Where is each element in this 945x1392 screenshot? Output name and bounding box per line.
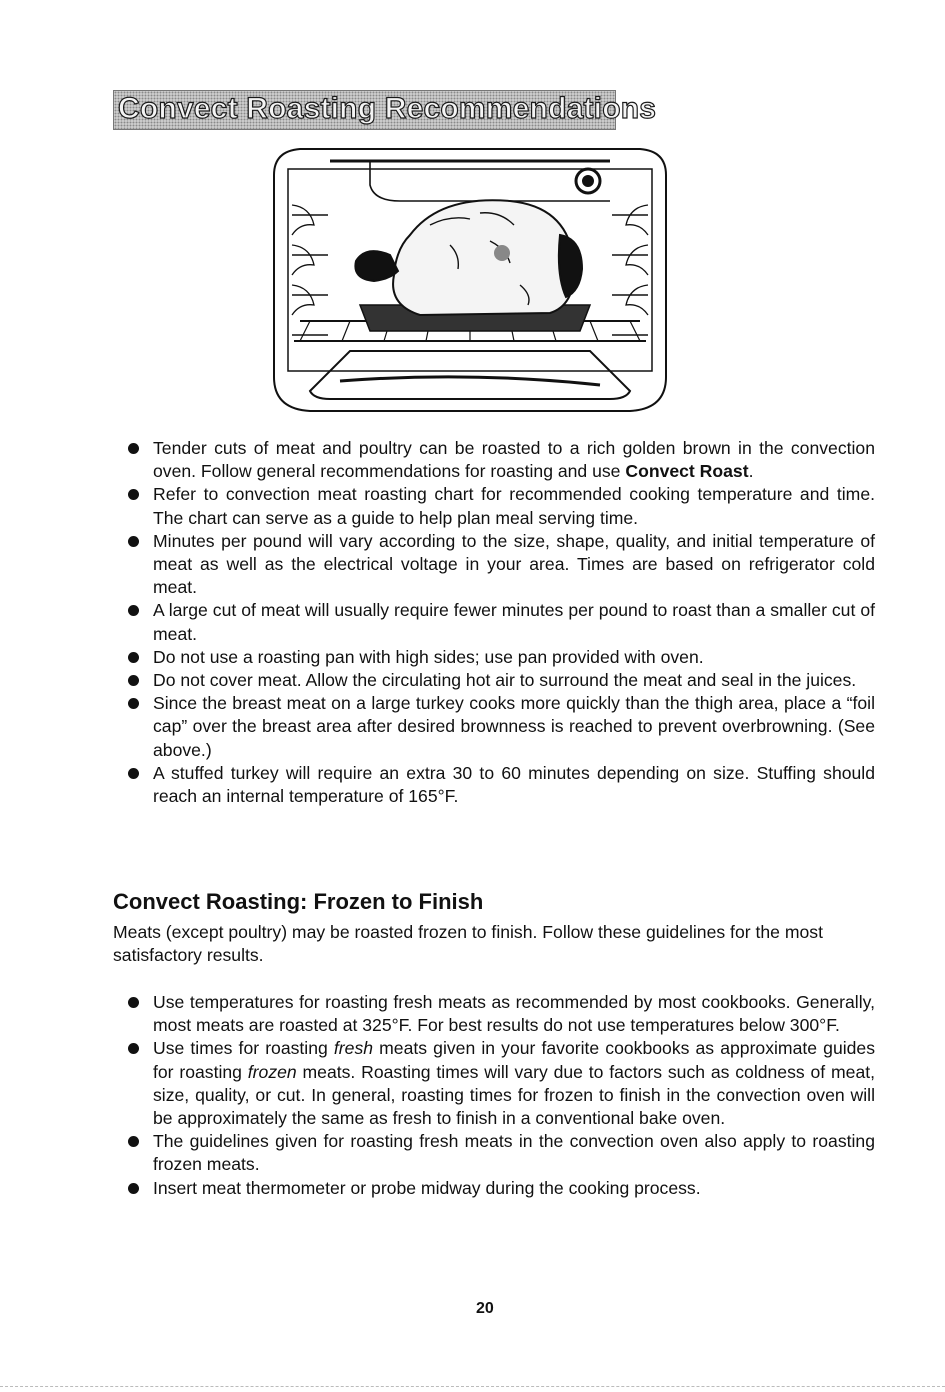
bullet-icon	[128, 997, 139, 1008]
oven-with-roast-illustration	[270, 145, 670, 415]
list-item	[0, 1177, 875, 1200]
bullet-icon	[128, 605, 139, 616]
frozen-roasting-list	[0, 991, 875, 1200]
bullet-icon	[128, 1183, 139, 1194]
bullet-icon	[128, 489, 139, 500]
roasting-tips-list	[0, 437, 875, 808]
list-item	[0, 437, 875, 483]
list-item	[0, 762, 875, 808]
list-item	[0, 1037, 875, 1130]
bullet-icon	[128, 443, 139, 454]
list-item	[0, 669, 875, 692]
list-item-italic-text: frozen	[247, 1061, 297, 1082]
bottom-divider	[0, 1386, 945, 1387]
list-item	[0, 692, 875, 762]
bullet-icon	[128, 768, 139, 779]
list-item-italic-text: fresh	[333, 1038, 374, 1059]
list-item-text: Insert meat thermometer or probe midway during the cooking process.	[153, 1177, 701, 1198]
list-item	[0, 1130, 875, 1176]
page-title: Convect Roasting Recommendations	[118, 92, 657, 125]
bullet-icon	[128, 1136, 139, 1147]
bullet-icon	[128, 536, 139, 547]
list-item	[0, 646, 875, 669]
list-item-text: meats. Roasting times will vary due to factors such as coldness of meat, size, quality, or cut. In general, roasting times for frozen to finish in the convection oven will be approximately the same as fresh to finish in a conventional bake oven.	[153, 1061, 876, 1129]
list-item-text: Use times for roasting	[153, 1038, 334, 1059]
bullet-icon	[128, 652, 139, 663]
list-item-text: Tender cuts of meat and poultry can be roasted to a rich golden brown in the convection oven. Follow general recommendations for roasting and use	[153, 438, 875, 482]
list-item-text: A stuffed turkey will require an extra 30 to 60 minutes depending on size. Stuffing should reach an internal temperature of 165°F.	[153, 762, 875, 807]
page-title-banner	[113, 90, 657, 130]
list-item-text: A large cut of meat will usually require fewer minutes per pound to roast than a smaller cut of meat.	[153, 600, 875, 644]
list-item-text: Do not use a roasting pan with high sides; use pan provided with oven.	[153, 646, 704, 667]
list-item-text: Minutes per pound will vary according to the size, shape, quality, and initial temperature of meat as well as the electrical voltage in your area. Times are based on refrigerator cold meat.	[153, 530, 875, 598]
bullet-icon	[128, 1043, 139, 1054]
section-intro: Meats (except poultry) may be roasted frozen to finish. Follow these guidelines for the most satisfactory results.	[113, 922, 823, 966]
bullet-icon	[128, 675, 139, 686]
list-item-text: Do not cover meat. Allow the circulating hot air to surround the meat and seal in the juices.	[153, 670, 857, 691]
list-item-bold-text: Convect Roast	[625, 461, 749, 482]
list-item-text: The guidelines given for roasting fresh meats in the convection oven also apply to roasting frozen meats.	[153, 1131, 875, 1175]
list-item	[0, 991, 875, 1037]
list-item	[0, 599, 875, 645]
list-item-text: Use temperatures for roasting fresh meats as recommended by most cookbooks. Generally, most meats are roasted at 325°F. For best results do not use temperatures below 300°F.	[153, 992, 875, 1036]
page-number: 20	[476, 1300, 494, 1317]
list-item-text: Since the breast meat on a large turkey cooks more quickly than the thigh area, place a “foil cap” over the breast area after desired brownness is reached to prevent overbrowning. (See above.)	[153, 693, 875, 760]
bullet-icon	[128, 698, 139, 709]
list-item-text: .	[748, 461, 754, 482]
list-item	[0, 483, 875, 529]
list-item	[0, 530, 875, 600]
section-heading: Convect Roasting: Frozen to Finish	[113, 889, 484, 914]
list-item-text: meats given in your favorite cookbooks as approximate guides for roasting	[153, 1038, 875, 1082]
list-item-text: Refer to convection meat roasting chart for recommended cooking temperature and time. The chart can serve as a guide to help plan meal serving time.	[153, 484, 875, 528]
